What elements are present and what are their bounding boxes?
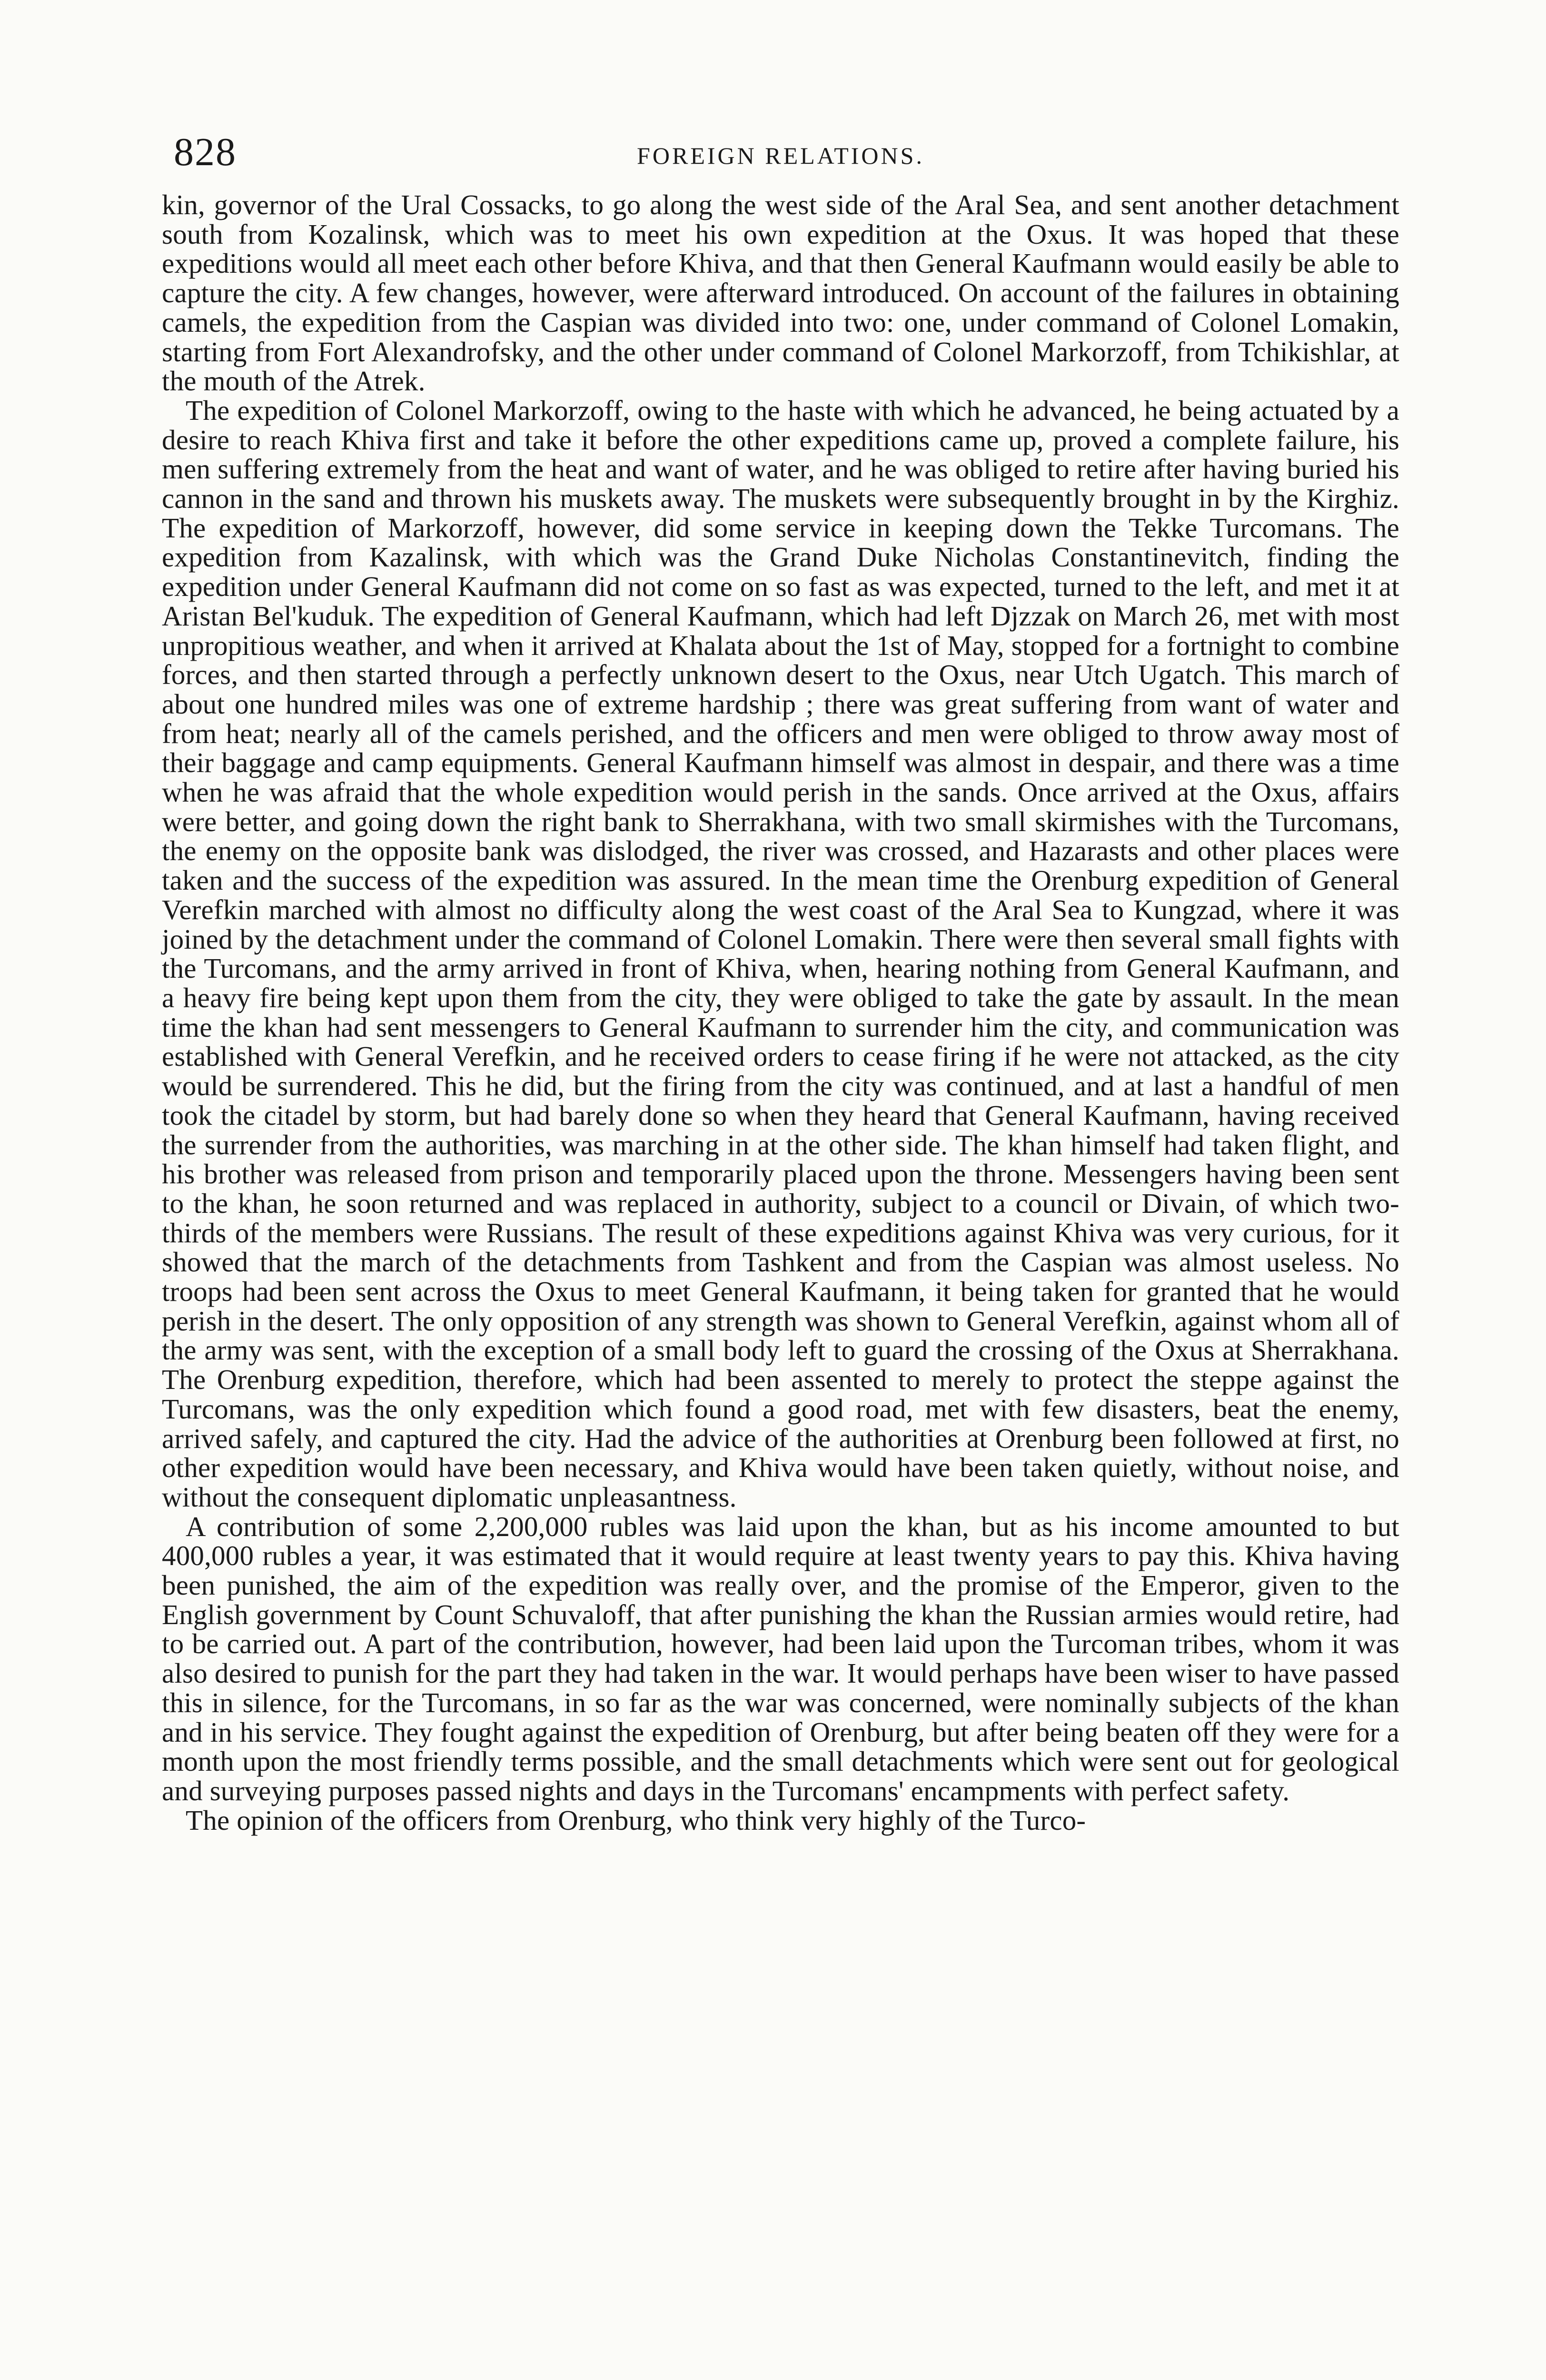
page-number: 828 [174,130,237,174]
running-head: FOREIGN RELATIONS. [637,142,924,169]
paragraph-opinion: The opinion of the officers from Orenburg, who think very highly of the Turco- [186,1804,1086,1836]
page-header [162,129,1399,181]
paragraph-markorzoff-expedition: The expedition of Colonel Markorzoff, owing to the haste with which he advanced, he being actuated by a desire to reach Khiva first and take it before the other expeditions came up, proved a complete failure, his men suffering extremely from the heat and want of water, and he was obliged to retire after having buried his cannon in the sand and thrown his muskets away. The muskets were subsequently brought in by the Kirghiz. The expedition of Markorzoff, however, did some service in keeping down the Tekke Turcomans. The expedition from Kazalinsk, with which was the Grand Duke Nicholas Constantinevitch, finding the expedition under General Kaufmann did not come on so fast as was expected, turned to the left, and met it at Aristan Bel'kuduk. The expedition of General Kaufmann, which had left Djzzak on March 26, met with most unpropitious weather, and when it arrived at Khalata about the 1st of May, stopped for a fortnight to combine forces, and then started through a perfectly unknown desert to the Oxus, near Utch Ugatch. This march of about one hundred miles was one of extreme hardship ; there was great suffering from want of water and from heat; nearly all of the camels perished, and the officers and men were obliged to throw away most of their baggage and camp equipments. General Kaufmann himself was almost in despair, and there was a time when he was afraid that the whole expedition would perish in the sands. Once arrived at the Oxus, affairs were better, and going down the right bank to Sherrakhana, with two small skirmishes with the Turcomans, the enemy on the opposite bank was dislodged, the river was crossed, and Hazarasts and other places were taken and the success of the expedition was assured. In the mean time the Orenburg expedition of General Verefkin marched with almost no difficulty along the west coast of the Aral Sea to Kungzad, where it was joined by the detachment under the command of Colonel Lomakin. There were then several small fights with the Turcomans, and the army arrived in front of Khiva, when, hearing nothing from General Kaufmann, and a heavy fire being kept upon them from the city, they were obliged to take the gate by assault. In the mean time the khan had sent messengers to General Kaufmann to surrender him the city, and communication was established with General Verefkin, and he received orders to cease firing if he were not attacked, as the city would be surrendered. This he did, but the firing from the city was continued, and at last a handful of men took the citadel by storm, but had barely done so when they heard that General Kaufmann, having received the surrender from the authorities, was marching in at the other side. The khan himself had taken flight, and his brother was released from prison and temporarily placed upon the throne. Messengers having been sent to the khan, he soon returned and was replaced in authority, subject to a council or Divain, of which two-thirds of the members were Russians. The result of these expeditions against Khiva was very curious, for it showed that the march of the detachments from Tashkent and from the Caspian was almost useless. No troops had been sent across the Oxus to meet General Kaufmann, it being taken for granted that he would perish in the desert. The only opposition of any strength was shown to General Verefkin, against whom all of the army was sent, with the exception of a small body left to guard the crossing of the Oxus at Sherrakhana. The Orenburg expedition, therefore, which had been assented to merely to protect the steppe against the Turcomans, was the only expedition which found a good road, met with few disasters, beat the enemy, arrived safely, and captured the city. Had the advice of the authorities at Orenburg been followed at first, no other expedition would have been necessary, and Khiva would have been taken quietly, without noise, and without the consequent diplomatic unpleasantness. [162,394,1399,1513]
body-text [162,190,1399,1835]
paragraph-continued: kin, governor of the Ural Cossacks, to go along the west side of the Aral Sea, and sent another detachment south from Kozalinsk, which was to meet his own expedition at the Oxus. It was hoped that these expeditions would all meet each other before Khiva, and that then General Kaufmann would easily be able to capture the city. A few changes, however, were afterward introduced. On account of the failures in obtaining camels, the expedition from the Caspian was divided into two: one, under command of Colonel Lomakin, starting from Fort Alexandrofsky, and the other under command of Colonel Markorzoff, from Tchikishlar, at the mouth of the Atrek. [162,189,1399,397]
paragraph-contribution: A contribution of some 2,200,000 rubles was laid upon the khan, but as his income amounted to but 400,000 rubles a year, it was estimated that it would require at least twenty years to pay this. Khiva having been punished, the aim of the expedition was really over, and the promise of the Emperor, given to the English government by Count Schuvaloff, that after punishing the khan the Russian armies would retire, had to be carried out. A part of the contribution, however, had been laid upon the Turcoman tribes, whom it was also desired to punish for the part they had taken in the war. It would perhaps have been wiser to have passed this in silence, for the Turcomans, in so far as the war was concerned, were nominally subjects of the khan and in his service. They fought against the expedition of Orenburg, but after being beaten off they were for a month upon the most friendly terms possible, and the small detachments which were sent out for geological and surveying purposes passed nights and days in the Turcomans' encampments with perfect safety. [162,1510,1399,1806]
document-page [162,129,1399,1835]
